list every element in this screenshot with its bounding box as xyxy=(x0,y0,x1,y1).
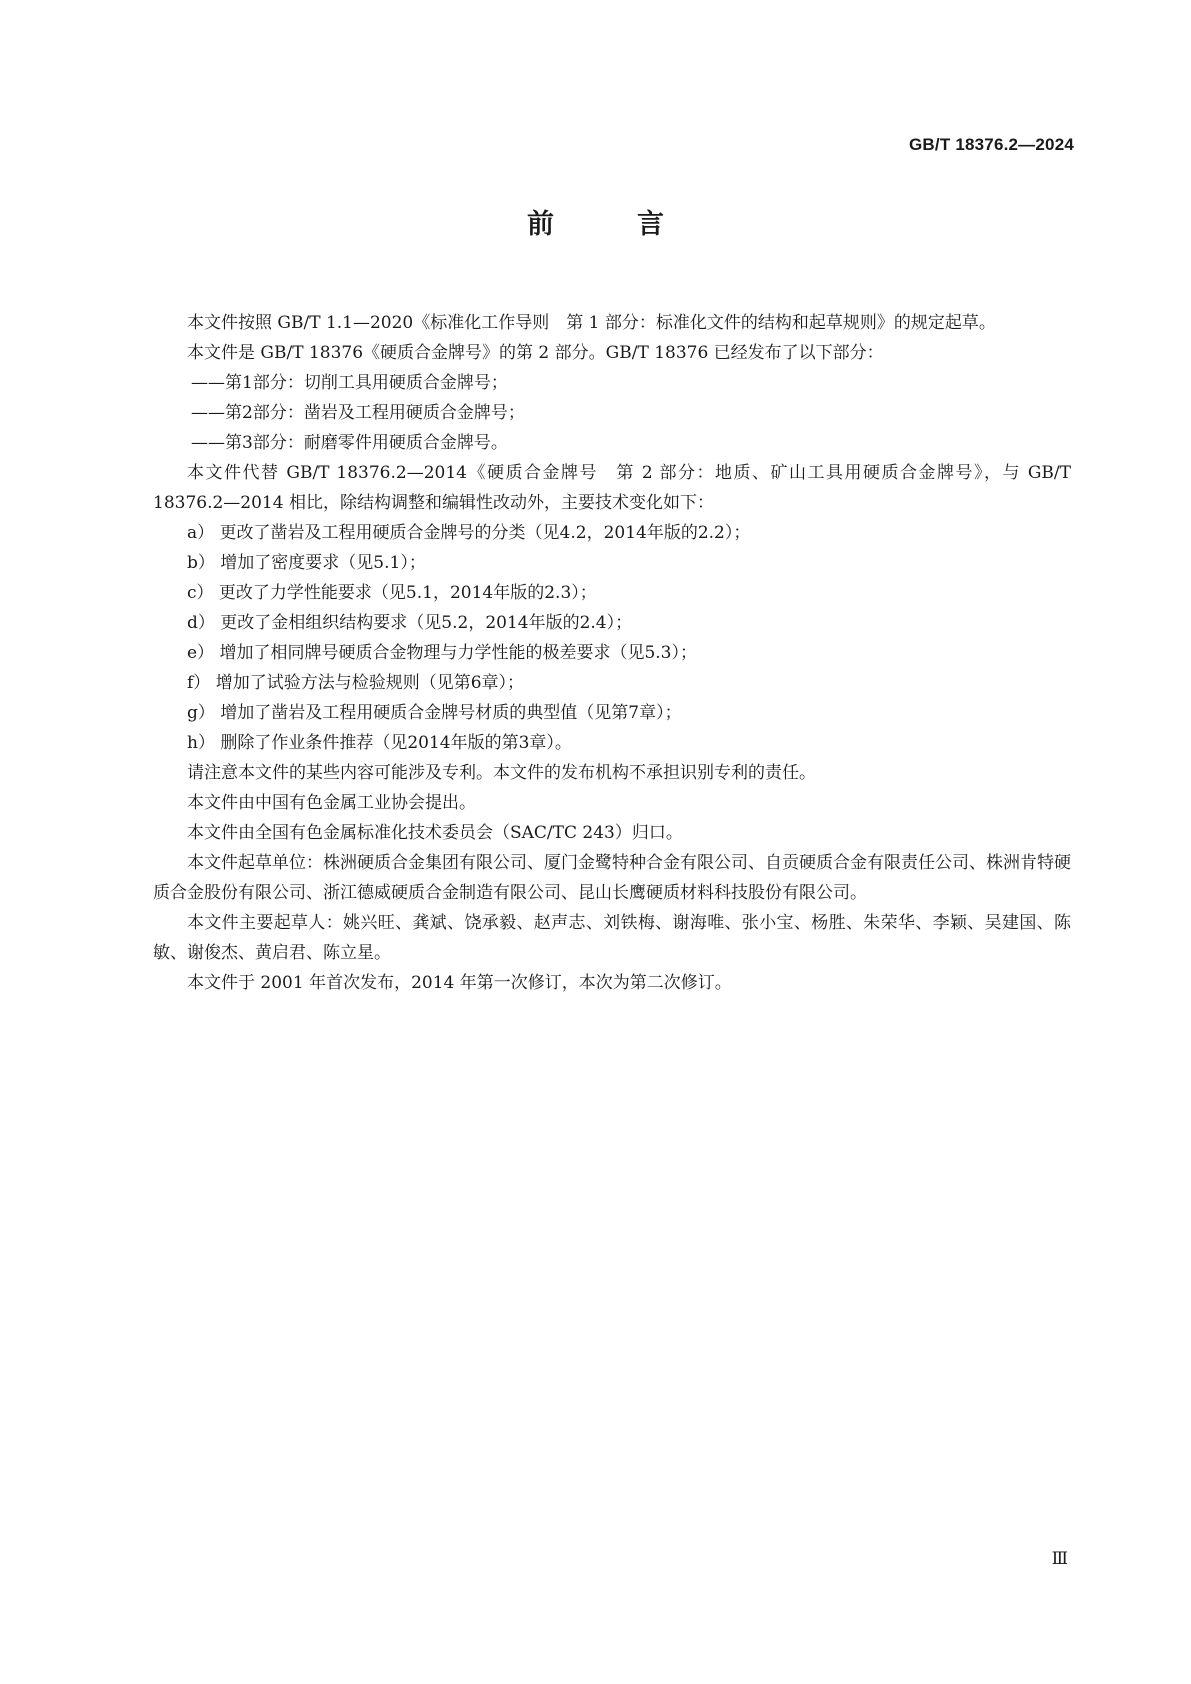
page-number: Ⅲ xyxy=(1051,1549,1068,1569)
foreword-body xyxy=(153,308,1071,998)
paragraph-patent-notice: 请注意本文件的某些内容可能涉及专利。本文件的发布机构不承担识别专利的责任。 xyxy=(187,763,816,783)
change-item-c: c） 更改了力学性能要求（见5.1，2014年版的2.3）； xyxy=(187,583,597,603)
page-title: 前 言 xyxy=(527,209,692,240)
paragraph-drafting-rules: 本文件按照 GB/T 1.1—2020《标准化工作导则 第 1 部分：标准化文件的结构和起草规则》的规定起草。 xyxy=(187,313,996,333)
change-item-g: g） 增加了凿岩及工程用硬质合金牌号材质的典型值（见第7章）； xyxy=(187,703,682,723)
change-item-a: a） 更改了凿岩及工程用硬质合金牌号的分类（见4.2，2014年版的2.2）； xyxy=(187,523,751,543)
change-item-b: b） 增加了密度要求（见5.1）； xyxy=(187,553,426,573)
paragraph-parts-intro: 本文件是 GB/T 18376《硬质合金牌号》的第 2 部分。GB/T 18376 已经发布了以下部分： xyxy=(187,343,884,363)
change-item-f: f） 增加了试验方法与检验规则（见第6章）； xyxy=(187,673,525,693)
change-item-e: e） 增加了相同牌号硬质合金物理与力学性能的极差要求（见5.3）； xyxy=(187,643,697,663)
paragraph-proposer: 本文件由中国有色金属工业协会提出。 xyxy=(187,793,476,813)
paragraph-history: 本文件于 2001 年首次发布，2014 年第一次修订，本次为第二次修订。 xyxy=(187,973,732,993)
paragraph-drafters: 本文件主要起草人：姚兴旺、龚斌、饶承毅、赵声志、刘铁梅、谢海唯、张小宝、杨胜、朱荣华、李颖、吴建国、陈敏、谢俊杰、黄启君、陈立星。 xyxy=(153,913,1071,963)
part-item-2: ——第2部分：凿岩及工程用硬质合金牌号； xyxy=(191,403,525,423)
change-item-d: d） 更改了金相组织结构要求（见5.2，2014年版的2.4）； xyxy=(187,613,633,633)
standard-code: GB/T 18376.2—2024 xyxy=(909,135,1074,154)
paragraph-drafting-units: 本文件起草单位：株洲硬质合金集团有限公司、厦门金鹭特种合金有限公司、自贡硬质合金有限责任公司、株洲肯特硬质合金股份有限公司、浙江德威硬质合金制造有限公司、昆山长鹰硬质材料科技股份有限公司。 xyxy=(153,853,1071,903)
change-item-h: h） 删除了作业条件推荐（见2014年版的第3章）。 xyxy=(187,733,572,753)
part-item-3: ——第3部分：耐磨零件用硬质合金牌号。 xyxy=(191,433,508,453)
part-item-1: ——第1部分：切削工具用硬质合金牌号； xyxy=(191,373,508,393)
paragraph-replacement: 本文件代替 GB/T 18376.2—2014《硬质合金牌号 第 2 部分：地质、矿山工具用硬质合金牌号》，与 GB/T 18376.2—2014 相比，除结构调整和编辑性改动外，主要技术变化如下： xyxy=(153,463,1071,513)
paragraph-committee: 本文件由全国有色金属标准化技术委员会（SAC/TC 243）归口。 xyxy=(187,823,683,843)
